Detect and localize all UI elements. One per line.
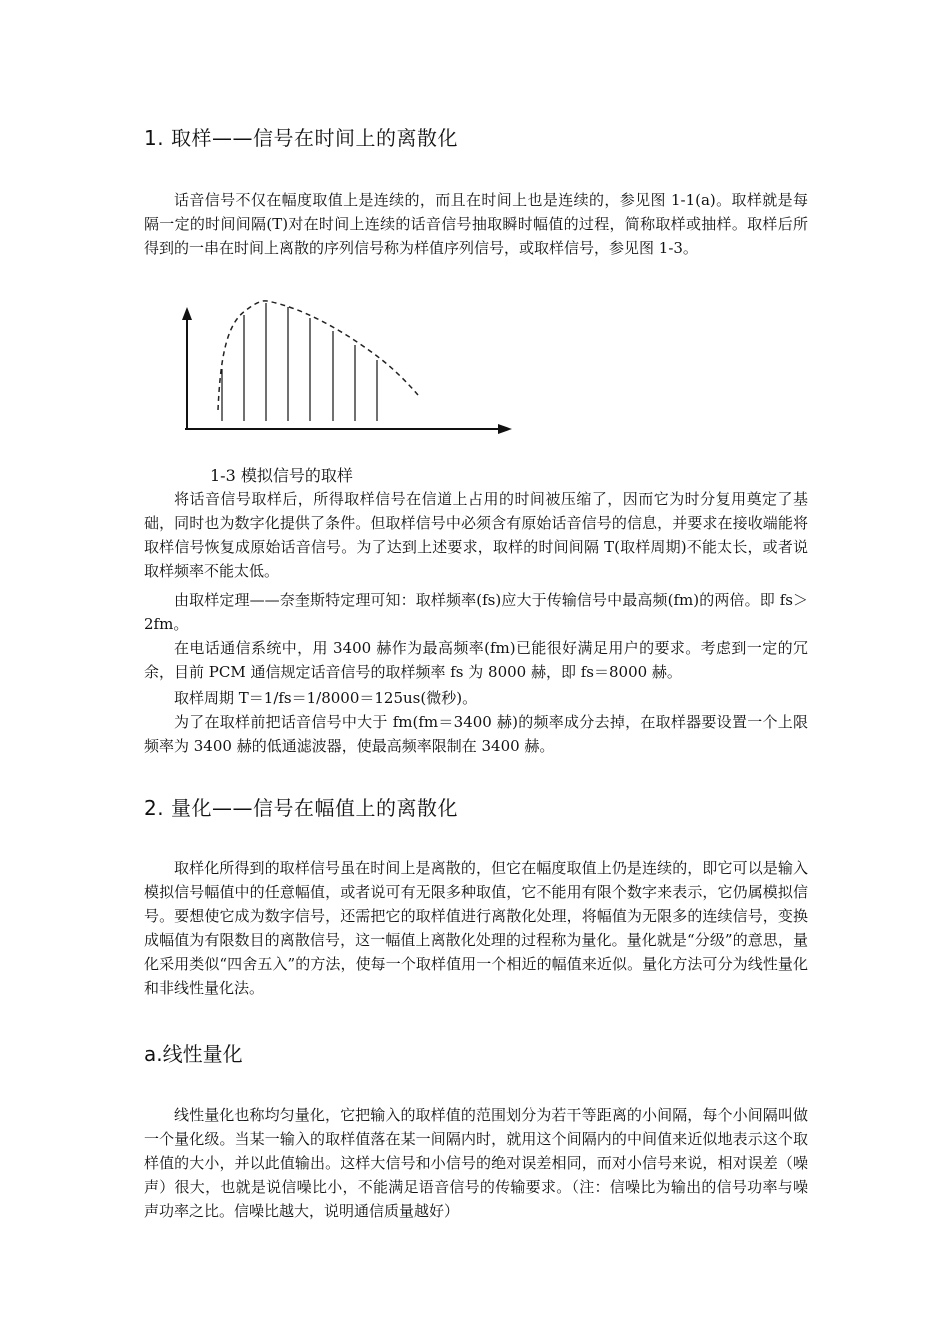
section3-paragraph-1: 线性量化也称均匀量化，它把输入的取样值的范围划分为若干等距离的小间隔，每个小间隔叫做一个量化级。当某一输入的取样值落在某一间隔内时，就用这个间隔内的中间值来近似地表示这个取样值的大小，并以此值输出。这样大信号和小信号的绝对误差相同，而对小信号来说，相对误差（噪声）很大，也就是说信噪比小，不能满足语音信号的传输要求。（注：信噪比为输出的信号功率与噪声功率之比。信噪比越大，说明通信质量越好） xyxy=(144,1106,808,1220)
section1-paragraph-5: 为了在取样前把话音信号中大于 fm(fm＝3400 赫)的频率成分去掉，在取样器要设置一个上限频率为 3400 赫的低通滤波器，使最高频率限制在 3400 赫。 xyxy=(144,713,808,755)
y-axis-arrow xyxy=(182,307,192,320)
section1-intro-paragraph: 话音信号不仅在幅度取值上是连续的，而且在时间上也是连续的，参见图 1-1(a)。取样就是每隔一定的时间间隔(T)对在时间上连续的话音信号抽取瞬时幅值的过程，简称取样或抽样。取样后所得到的一串在时间上离散的序列信号称为样值序列信号，或取样信号，参见图 1-3。 xyxy=(144,191,808,257)
section1-paragraph-4: 取样周期 T＝1/fs＝1/8000＝125us(微秒)。 xyxy=(174,689,478,707)
section1-paragraph-3: 在电话通信系统中，用 3400 赫作为最高频率(fm)已能很好满足用户的要求。考虑到一定的冗余，目前 PCM 通信规定话音信号的取样频率 fs 为 8000 赫，即 fs＝8000 赫。 xyxy=(144,639,808,681)
section1-paragraph-2: 由取样定理——奈奎斯特定理可知：取样频率(fs)应大于传输信号中最高频(fm)的两倍。即 fs＞2fm。 xyxy=(144,591,808,633)
section1-paragraph-1: 将话音信号取样后，所得取样信号在信道上占用的时间被压缩了，因而它为时分复用奠定了基础，同时也为数字化提供了条件。但取样信号中必须含有原始话音信号的信息，并要求在接收端能将取样信号恢复成原始话音信号。为了达到上述要求，取样的时间间隔 T(取样周期)不能太长，或者说取样频率不能太低。 xyxy=(144,490,808,580)
section2-heading: 2. 量化——信号在幅值上的离散化 xyxy=(144,796,458,820)
section2-paragraph-1: 取样化所得到的取样信号虽在时间上是离散的，但它在幅度取值上仍是连续的，即它可以是输入模拟信号幅值中的任意幅值，或者说可有无限多种取值，它不能用有限个数字来表示，它仍属模拟信号。要想使它成为数字信号，还需把它的取样值进行离散化处理，将幅值为无限多的连续信号，变换成幅值为有限数目的离散信号，这一幅值上离散化处理的过程称为量化。量化就是“分级”的意思，量化采用类似“四舍五入”的方法，使每一个取样值用一个相近的幅值来近似。量化方法可分为线性量化和非线性量化法。 xyxy=(144,859,808,997)
x-axis-arrow xyxy=(498,424,512,434)
section1-heading: 1. 取样——信号在时间上的离散化 xyxy=(144,126,458,150)
analog-signal-curve xyxy=(218,301,418,410)
section3-heading: a.线性量化 xyxy=(144,1042,243,1066)
sampling-figure xyxy=(170,295,520,440)
figure-caption: 1-3 模拟信号的取样 xyxy=(210,466,353,485)
